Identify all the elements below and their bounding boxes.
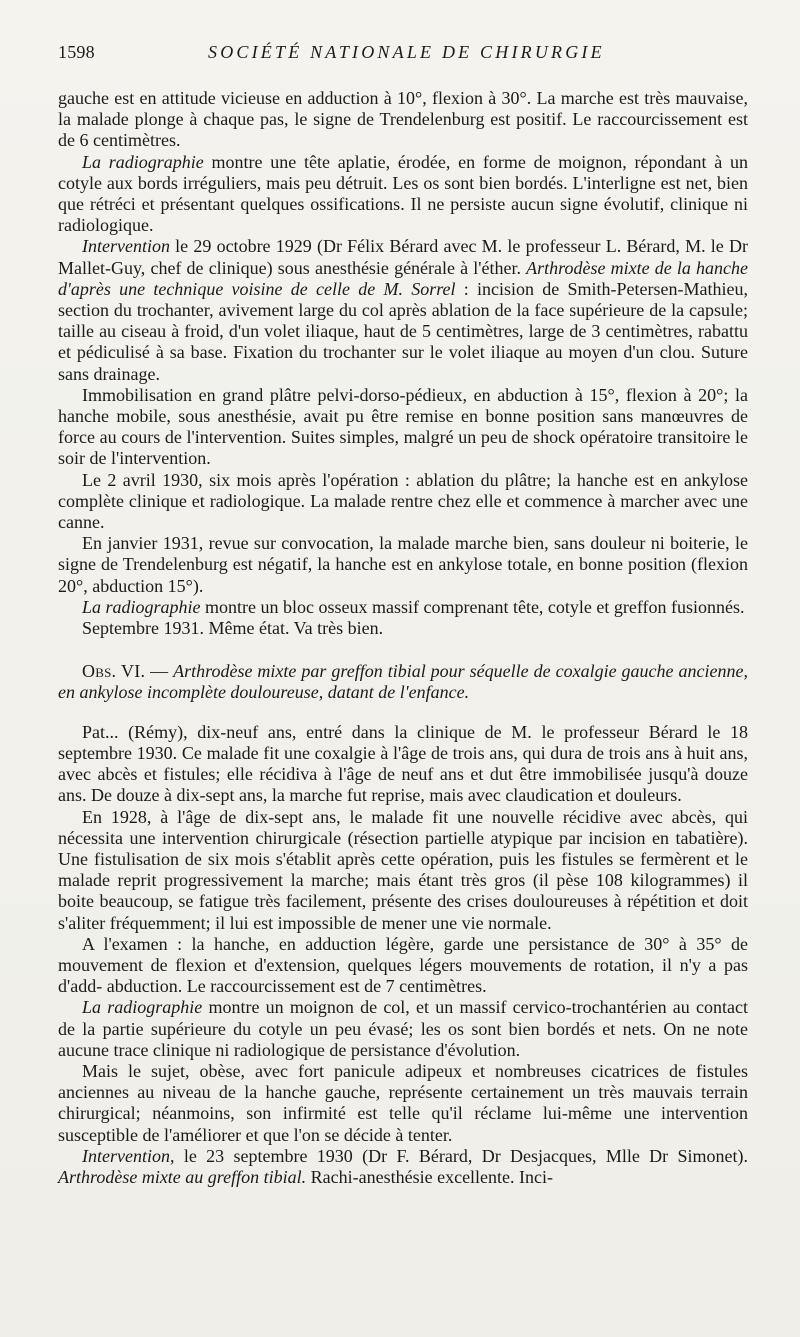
paragraph-lead: La radiographie (82, 997, 203, 1018)
paragraph (58, 934, 748, 998)
paragraph-text: En janvier 1931, revue sur convocation, la malade marche bien, sans douleur ni boiterie, le signe de Trendelenburg est négatif, la hanche est en ankylose totale, en bonne position (flexion 20°, abduction 15°). (58, 533, 748, 596)
observation-heading (58, 661, 748, 703)
paragraph (58, 533, 748, 597)
paragraph-text: , le 23 septembre 1930 (Dr F. Bérard, Dr Desjacques, Mlle Dr Simonet). (169, 1145, 748, 1166)
paragraph (58, 88, 748, 152)
paragraph-text: Septembre 1931. Même état. Va très bien. (82, 618, 384, 639)
paragraph-text: Le 2 avril 1930, six mois après l'opération : ablation du plâtre; la hanche est en ankylose complète clinique et radiologique. La malade rentre chez elle et commence à marcher avec une canne. (58, 469, 748, 533)
page-number: 1598 (58, 42, 95, 62)
paragraph (58, 807, 748, 934)
paragraph-emphasis: Arthrodèse mixte de la hanche d'après une technique voisine de celle de M. Sorrel (58, 257, 748, 299)
paragraph (58, 722, 748, 807)
paragraph-tail: Rachi-anesthésie excellente. Inci- (306, 1166, 554, 1187)
paragraph (58, 1061, 748, 1146)
article-body (58, 88, 748, 1188)
paragraph-text: montre un moignon de col, et un massif cervico-trochantérien au contact de la partie supérieure du cotyle un peu évasé; les os sont bien bordés et nets. On ne note aucune trace clinique ni radiologique de persistance d'évolution. (58, 997, 748, 1060)
paragraph-text: le 29 octobre 1929 (Dr Félix Bérard avec M. le professeur L. Bérard, M. le Dr Mallet-Guy, chef de clinique) sous anesthésie générale à l'éther. (58, 236, 748, 278)
page-header (58, 42, 780, 66)
paragraph-text: Mais le sujet, obèse, avec fort panicule adipeux et nombreuses cicatrices de fistules anciennes au niveau de la hanche gauche, représente certainement un très mauvais terrain chirurgical; néanmoins, son infirmité est telle qu'il réclame lui-même une intervention susceptible de l'améliorer et que l'on se décide à tenter. (58, 1060, 748, 1145)
observation-label: Obs. VI. (82, 661, 146, 682)
paragraph-lead: Intervention (82, 1145, 170, 1166)
paragraph-text: A l'examen : la hanche, en adduction légère, garde une persistance de 30° à 35° de mouvement de flexion et d'extension, quelques légers mouvements de rotation, il n'y a pas d'add- abduction. Le raccourcissement est de 7 centimètres. (58, 933, 748, 997)
paragraph (58, 618, 748, 639)
paragraph-lead: Intervention (82, 236, 170, 257)
paragraph-emphasis: Arthrodèse mixte au greffon tibial. (58, 1166, 307, 1187)
paragraph (58, 1146, 748, 1188)
observation-title: Arthrodèse mixte par greffon tibial pour séquelle de coxalgie gauche ancienne, en ankylose incomplète douloureuse, datant de l'enfance. (58, 661, 748, 703)
paragraph (58, 470, 748, 534)
paragraph (58, 152, 748, 237)
paragraph (58, 997, 748, 1061)
paragraph-text: montre un bloc osseux massif comprenant tête, cotyle et greffon fusionnés. (200, 596, 745, 617)
paragraph-tail: : incision de Smith-Petersen-Mathieu, section du trochanter, avivement large du col après ablation de la face supérieure de la capsule; taille au ciseau à froid, d'un volet iliaque, haut de 5 centimètres, large de 3 centimètres, rabattu et pédiculisé à sa base. Fixation du trochanter sur le volet iliaque au moyen d'un clou. Suture sans drainage. (58, 278, 748, 384)
paragraph-lead: La radiographie (82, 596, 201, 617)
paragraph (58, 597, 748, 618)
paragraph-text: En 1928, à l'âge de dix-sept ans, le malade fit une nouvelle récidive avec abcès, qui nécessita une intervention chirurgicale (résection partielle atypique par incision en tabatière). Une fistulisation de six mois s'établit après cette opération, puis les fistules se fermèrent et le malade reprit progressivement la marche; mais étant très gros (il pèse 108 kilogrammes) il boite beaucoup, se fatigue très facilement, présente des crises douloureuses à répétition et doit s'aliter fréquemment; il lui est impossible de mener une vie normale. (58, 806, 748, 933)
paragraph-text: gauche est en attitude vicieuse en adduction à 10°, flexion à 30°. La marche est très mauvaise, la malade plonge à chaque pas, le signe de Trendelenburg est positif. Le raccourcissement est de 6 centimètres. (58, 88, 748, 151)
paragraph-text: Pat... (Rémy), dix-neuf ans, entré dans la clinique de M. le professeur Bérard le 18 septembre 1930. Ce malade fit une coxalgie à l'âge de trois ans, qui dura de trois ans à huit ans, avec abcès et fistules; elle récidiva à l'âge de neuf ans et dut être immobilisée jusqu'à douze ans. De douze à dix-sept ans, la marche fut reprise, mais avec claudication et douleurs. (58, 721, 748, 806)
paragraph (58, 385, 748, 470)
paragraph-text: Immobilisation en grand plâtre pelvi-dorso-pédieux, en abduction à 15°, flexion à 20°; la hanche mobile, sous anesthésie, avait pu être remise en bonne position sans manœuvres de force au cours de l'intervention. Suites simples, malgré un peu de shock opératoire transitoire le soir de l'intervention. (58, 384, 748, 469)
paragraph-text: montre une tête aplatie, érodée, en forme de moignon, répondant à un cotyle aux bords irréguliers, mais peu détruit. Les os sont bien bordés. L'interligne est net, bien que rétréci et présentant quelques ossifications. Il ne persiste aucun signe évolutif, clinique ni radiologique. (58, 151, 749, 236)
observation-dash: — (145, 661, 174, 682)
paragraph (58, 236, 748, 384)
paragraph-lead: La radiographie (82, 151, 204, 172)
running-head: SOCIÉTÉ NATIONALE DE CHIRURGIE (208, 42, 605, 62)
